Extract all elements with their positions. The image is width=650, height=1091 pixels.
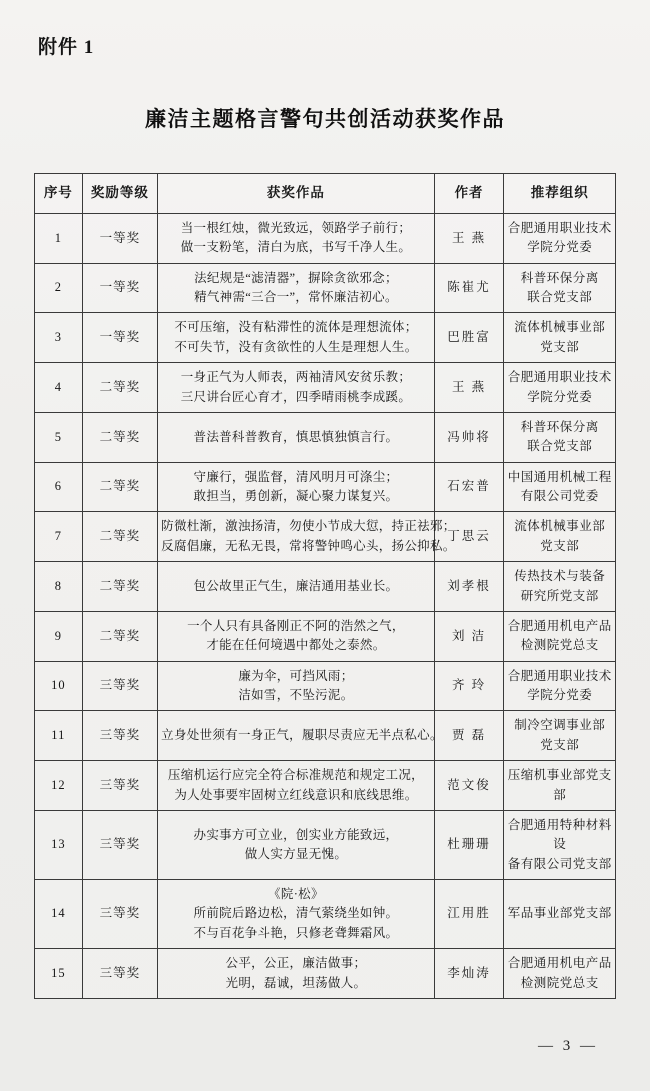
organization-line: 合肥通用职业技术 xyxy=(507,220,612,235)
cell-award-level: 三等奖 xyxy=(82,711,158,761)
work-line: 廉为伞，可挡风雨； xyxy=(238,668,354,683)
cell-organization xyxy=(504,661,616,711)
cell-award-level: 三等奖 xyxy=(82,761,158,811)
cell-author: 贾 磊 xyxy=(434,711,504,761)
work-line: 当一根红烛，微光致远，领路学子前行； xyxy=(180,220,412,235)
table-row xyxy=(35,363,616,413)
organization-line: 学院分党委 xyxy=(527,389,593,404)
table-row xyxy=(35,562,616,612)
organization-line: 党支部 xyxy=(540,737,580,752)
cell-organization xyxy=(504,949,616,999)
work-line: 光明，磊诚，坦荡做人。 xyxy=(225,975,367,990)
cell-index: 11 xyxy=(35,711,83,761)
cell-award-level: 三等奖 xyxy=(82,661,158,711)
column-header-org: 推荐组织 xyxy=(504,174,616,214)
cell-award-level: 一等奖 xyxy=(82,263,158,313)
cell-award-level: 一等奖 xyxy=(82,213,158,263)
cell-organization xyxy=(504,611,616,661)
work-line: 洁如雪，不坠污泥。 xyxy=(238,688,354,703)
work-line: 法纪规是“滤清器”，摒除贪欲邪念； xyxy=(194,270,398,285)
organization-line: 检测院党总支 xyxy=(520,638,599,653)
cell-index: 3 xyxy=(35,313,83,363)
organization-line: 压缩机事业部党支部 xyxy=(507,768,612,802)
work-line: 为人处事要牢固树立红线意识和底线思维。 xyxy=(174,787,418,802)
organization-line: 科普环保分离 xyxy=(520,270,599,285)
work-line: 做人实方显无愧。 xyxy=(244,846,348,861)
cell-index: 7 xyxy=(35,512,83,562)
cell-work xyxy=(158,363,435,413)
work-line: 一身正气为人师表，两袖清风安贫乐教； xyxy=(180,370,412,385)
work-line: 才能在任何境遇中都处之泰然。 xyxy=(206,638,386,653)
table-row xyxy=(35,412,616,462)
cell-work xyxy=(158,213,435,263)
cell-organization xyxy=(504,363,616,413)
cell-author: 丁思云 xyxy=(434,512,504,562)
work-line: 不可失节，没有贪欲性的人生是理想人生。 xyxy=(174,339,418,354)
cell-work xyxy=(158,949,435,999)
organization-line: 传热技术与装备 xyxy=(514,569,606,584)
cell-award-level: 二等奖 xyxy=(82,412,158,462)
work-line: 立身处世须有一身正气，履职尽责应无半点私心。 xyxy=(161,728,443,743)
organization-line: 检测院党总支 xyxy=(520,975,599,990)
cell-index: 10 xyxy=(35,661,83,711)
cell-work xyxy=(158,562,435,612)
work-line: 不可压缩，没有粘滞性的流体是理想流体； xyxy=(174,320,418,335)
table-row xyxy=(35,313,616,363)
table-body xyxy=(35,213,616,998)
cell-author: 范文俊 xyxy=(434,761,504,811)
cell-index: 6 xyxy=(35,462,83,512)
work-line: 一个人只有具备刚正不阿的浩然之气， xyxy=(187,618,405,633)
cell-work xyxy=(158,711,443,761)
work-line: 做一支粉笔，清白为底，书写千净人生。 xyxy=(180,240,412,255)
work-line: 所前院后路边松，清气萦绕坐如钟。 xyxy=(193,906,399,921)
organization-line: 备有限公司党支部 xyxy=(507,856,612,871)
table-row xyxy=(35,949,616,999)
work-line: 《院·松》 xyxy=(268,887,324,902)
table-row xyxy=(35,761,616,811)
column-header-index: 序号 xyxy=(35,174,83,214)
page-number: — 3 — xyxy=(538,1038,598,1054)
cell-work xyxy=(158,462,435,512)
cell-award-level: 一等奖 xyxy=(82,313,158,363)
cell-organization xyxy=(504,462,616,512)
cell-index: 1 xyxy=(35,213,83,263)
cell-author: 齐 玲 xyxy=(434,661,504,711)
cell-index: 5 xyxy=(35,412,83,462)
cell-author: 王 燕 xyxy=(434,213,504,263)
organization-line: 合肥通用职业技术 xyxy=(507,668,612,683)
cell-author: 石宏普 xyxy=(434,462,504,512)
cell-award-level: 二等奖 xyxy=(82,562,158,612)
cell-author: 刘 洁 xyxy=(434,611,504,661)
work-line: 三尺讲台匠心育才，四季晴雨桃李成蹊。 xyxy=(180,389,412,404)
cell-index: 14 xyxy=(35,880,83,949)
cell-work xyxy=(158,263,435,313)
organization-line: 学院分党委 xyxy=(527,688,593,703)
table-row xyxy=(35,512,616,562)
cell-award-level: 三等奖 xyxy=(82,880,158,949)
organization-line: 流体机械事业部 xyxy=(514,519,606,534)
attachment-label: 附件 1 xyxy=(38,37,95,58)
cell-organization xyxy=(504,313,616,363)
organization-line: 流体机械事业部 xyxy=(514,320,606,335)
cell-organization xyxy=(504,562,616,612)
cell-organization xyxy=(504,412,616,462)
cell-work xyxy=(158,313,435,363)
cell-award-level: 二等奖 xyxy=(82,512,158,562)
work-line: 公平，公正，廉洁做事； xyxy=(225,956,367,971)
cell-award-level: 三等奖 xyxy=(82,810,158,879)
cell-work xyxy=(158,810,435,879)
work-line: 守廉行，强监督，清风明月可涤尘； xyxy=(193,469,399,484)
table-row xyxy=(35,213,616,263)
work-line: 办实事方可立业，创实业方能致远， xyxy=(193,827,399,842)
cell-award-level: 二等奖 xyxy=(82,611,158,661)
cell-work xyxy=(158,761,435,811)
table-row xyxy=(35,711,616,761)
cell-author: 王 燕 xyxy=(434,363,504,413)
cell-index: 9 xyxy=(35,611,83,661)
work-line: 防微杜渐，激浊扬清，勿使小节成大愆，持正祛邪； xyxy=(161,519,456,534)
cell-organization xyxy=(504,213,616,263)
cell-index: 12 xyxy=(35,761,83,811)
work-line: 精气神需“三合一”，常怀廉洁初心。 xyxy=(194,290,398,305)
organization-line: 军品事业部党支部 xyxy=(507,906,612,921)
table-header-row xyxy=(35,174,616,214)
cell-index: 13 xyxy=(35,810,83,879)
cell-work xyxy=(158,512,456,562)
page-title: 廉洁主题格言警句共创活动获奖作品 xyxy=(145,107,505,131)
organization-line: 合肥通用特种材料设 xyxy=(507,817,612,852)
cell-author: 杜珊珊 xyxy=(434,810,504,879)
cell-work xyxy=(158,880,435,949)
organization-line: 合肥通用机电产品 xyxy=(507,618,612,633)
work-line: 敢担当，勇创新，凝心聚力谋复兴。 xyxy=(193,489,399,504)
cell-organization xyxy=(504,810,616,879)
column-header-author: 作者 xyxy=(434,174,504,214)
cell-author: 江用胜 xyxy=(434,880,504,949)
organization-line: 合肥通用职业技术 xyxy=(507,370,612,385)
cell-author: 李灿涛 xyxy=(434,949,504,999)
organization-line: 党支部 xyxy=(540,339,580,354)
table-row xyxy=(35,462,616,512)
work-line: 不与百花争斗艳，只修老聋舞霜风。 xyxy=(193,925,399,940)
organization-line: 学院分党委 xyxy=(527,240,593,255)
cell-index: 4 xyxy=(35,363,83,413)
cell-work xyxy=(158,412,435,462)
column-header-work: 获奖作品 xyxy=(158,174,435,214)
table-row xyxy=(35,611,616,661)
cell-author: 陈崔尤 xyxy=(434,263,504,313)
cell-organization xyxy=(504,761,616,811)
organization-line: 党支部 xyxy=(540,538,580,553)
organization-line: 科普环保分离 xyxy=(520,419,599,434)
organization-line: 有限公司党委 xyxy=(520,489,599,504)
cell-organization xyxy=(504,263,616,313)
cell-organization xyxy=(504,880,616,949)
cell-index: 2 xyxy=(35,263,83,313)
organization-line: 联合党支部 xyxy=(527,439,593,454)
award-table xyxy=(34,173,616,999)
table-row xyxy=(35,880,616,949)
cell-author: 刘孝根 xyxy=(434,562,504,612)
work-line: 压缩机运行应完全符合标准规范和规定工况， xyxy=(167,768,424,783)
column-header-level: 奖励等级 xyxy=(82,174,158,214)
cell-award-level: 二等奖 xyxy=(82,462,158,512)
cell-author: 巴胜富 xyxy=(434,313,504,363)
work-line: 普法普科普教育，慎思慎独慎言行。 xyxy=(193,429,399,444)
cell-organization xyxy=(504,711,616,761)
cell-award-level: 二等奖 xyxy=(82,363,158,413)
cell-award-level: 三等奖 xyxy=(82,949,158,999)
cell-work xyxy=(158,661,435,711)
table-row xyxy=(35,810,616,879)
work-line: 包公故里正气生，廉洁通用基业长。 xyxy=(193,578,399,593)
cell-index: 15 xyxy=(35,949,83,999)
table-row xyxy=(35,661,616,711)
work-line: 反腐倡廉，无私无畏，常将警钟鸣心头，扬公抑私。 xyxy=(161,538,456,553)
cell-work xyxy=(158,611,435,661)
cell-index: 8 xyxy=(35,562,83,612)
cell-organization xyxy=(504,512,616,562)
organization-line: 合肥通用机电产品 xyxy=(507,956,612,971)
organization-line: 联合党支部 xyxy=(527,290,593,305)
organization-line: 研究所党支部 xyxy=(520,588,599,603)
table-row xyxy=(35,263,616,313)
cell-author: 冯帅将 xyxy=(434,412,504,462)
organization-line: 中国通用机械工程 xyxy=(507,469,612,484)
organization-line: 制冷空调事业部 xyxy=(514,718,606,733)
